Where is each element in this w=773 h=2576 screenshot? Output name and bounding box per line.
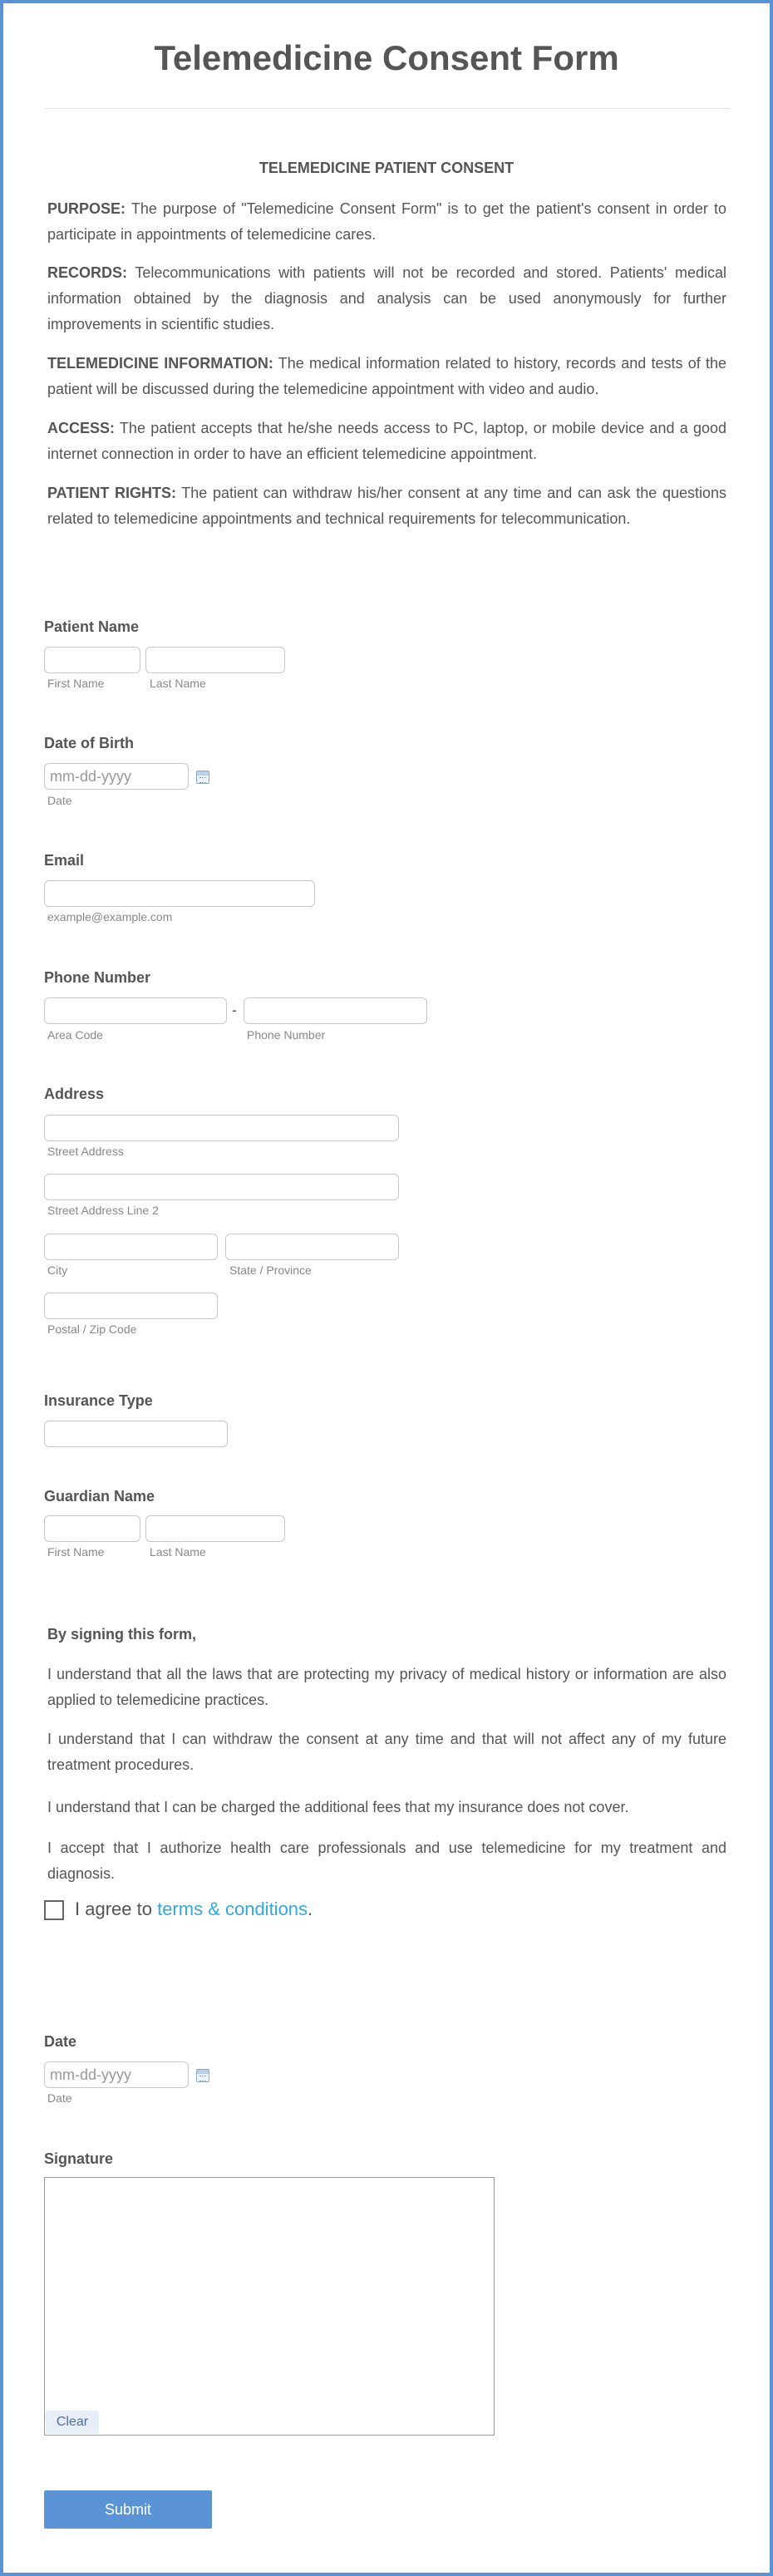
area-code-input[interactable] [44,997,227,1024]
phone-number-sublabel: Phone Number [247,1028,326,1042]
info-label: TELEMEDICINE INFORMATION: [47,355,273,372]
email-sublabel: example@example.com [47,910,173,924]
purpose-label: PURPOSE: [47,200,126,217]
records-paragraph [47,260,726,337]
email-input[interactable] [44,880,315,907]
phone-label: Phone Number [44,969,151,986]
purpose-text: The purpose of "Telemedicine Consent Form" is to get the patient's consent in order to participate in appointments of telemedicine cares. [47,200,726,243]
guardian-name-label: Guardian Name [44,1488,155,1505]
city-input[interactable] [44,1234,218,1260]
records-text: Telecommunications with patients will not be recorded and stored. Patients' medical information obtained by the diagnosis and analysis can be used anonymously for further improvements in scientific studies. [47,264,726,332]
signing-heading: By signing this form, [47,1626,197,1643]
email-label: Email [44,852,85,869]
patient-rights-paragraph [47,480,726,532]
terms-link[interactable]: terms & conditions [157,1899,308,1919]
guardian-last-name-input[interactable] [145,1515,285,1542]
city-sublabel: City [47,1263,68,1277]
patient-first-name-input[interactable] [44,647,140,673]
insurance-type-input[interactable] [44,1421,228,1447]
state-sublabel: State / Province [229,1263,312,1277]
title-divider [45,108,730,109]
postal-code-input[interactable] [44,1293,218,1319]
calendar-icon[interactable] [196,771,209,784]
address-label: Address [44,1086,105,1102]
telemedicine-info-paragraph [47,351,726,402]
dob-input[interactable] [44,763,189,790]
signing-line-2: I understand that I can withdraw the consent at any time and that will not affect any of my future treatment procedures. [47,1731,726,1773]
rights-text: The patient can withdraw his/her consent at any time and can ask the questions related to telemedicine appointments and technical requirements for telecommunication. [47,485,726,527]
signature-label: Signature [44,2150,114,2167]
insurance-type-label: Insurance Type [44,1392,153,1409]
agree-prefix: I agree to [75,1899,158,1919]
agree-checkbox[interactable] [44,1900,64,1920]
guardian-first-name-input[interactable] [44,1515,140,1542]
calendar-icon[interactable] [196,2069,209,2082]
area-code-sublabel: Area Code [47,1028,103,1042]
date-input[interactable] [44,2061,189,2088]
info-text: The medical information related to history, records and tests of the patient will be discussed during the telemedicine appointment with video and audio. [47,355,726,397]
state-input[interactable] [225,1234,399,1260]
purpose-paragraph [47,196,726,248]
phone-number-input[interactable] [244,997,427,1024]
clear-signature-button[interactable]: Clear [46,2411,99,2434]
access-paragraph [47,416,726,467]
access-label: ACCESS: [47,420,116,436]
postal-code-sublabel: Postal / Zip Code [47,1322,137,1336]
signing-line-3: I understand that I can be charged the additional fees that my insurance does not cover. [47,1799,629,1815]
records-label: RECORDS: [47,264,128,281]
signing-line-1: I understand that all the laws that are protecting my privacy of medical history or information are also applied to telemedicine practices. [47,1666,726,1708]
rights-label: PATIENT RIGHTS: [47,485,176,501]
signature-pad[interactable] [44,2177,495,2436]
date-sublabel: Date [47,2091,72,2105]
patient-name-label: Patient Name [44,618,140,635]
street-address-sublabel: Street Address [47,1145,124,1158]
signing-line-4: I accept that I authorize health care professionals and use telemedicine for my treatment and diagnosis. [47,1840,726,1882]
guardian-first-name-sublabel: First Name [47,1545,105,1559]
patient-last-name-sublabel: Last Name [150,677,206,690]
consent-heading: TELEMEDICINE PATIENT CONSENT [258,160,515,176]
street-address-line2-input[interactable] [44,1174,399,1200]
patient-first-name-sublabel: First Name [47,677,105,690]
guardian-last-name-sublabel: Last Name [150,1545,206,1559]
access-text: The patient accepts that he/she needs access to PC, laptop, or mobile device and a good internet connection in order to have an efficient telemedicine appointment. [47,420,726,462]
date-label: Date [44,2033,77,2050]
dob-sublabel: Date [47,794,72,807]
agree-suffix: . [308,1899,313,1919]
phone-dash: - [232,1002,237,1018]
street-address-line2-sublabel: Street Address Line 2 [47,1204,159,1217]
street-address-input[interactable] [44,1115,399,1141]
patient-last-name-input[interactable] [145,647,285,673]
page-title: Telemedicine Consent Form [154,38,619,77]
dob-label: Date of Birth [44,735,134,751]
agree-label [75,1899,313,1920]
submit-button[interactable]: Submit [44,2490,212,2529]
